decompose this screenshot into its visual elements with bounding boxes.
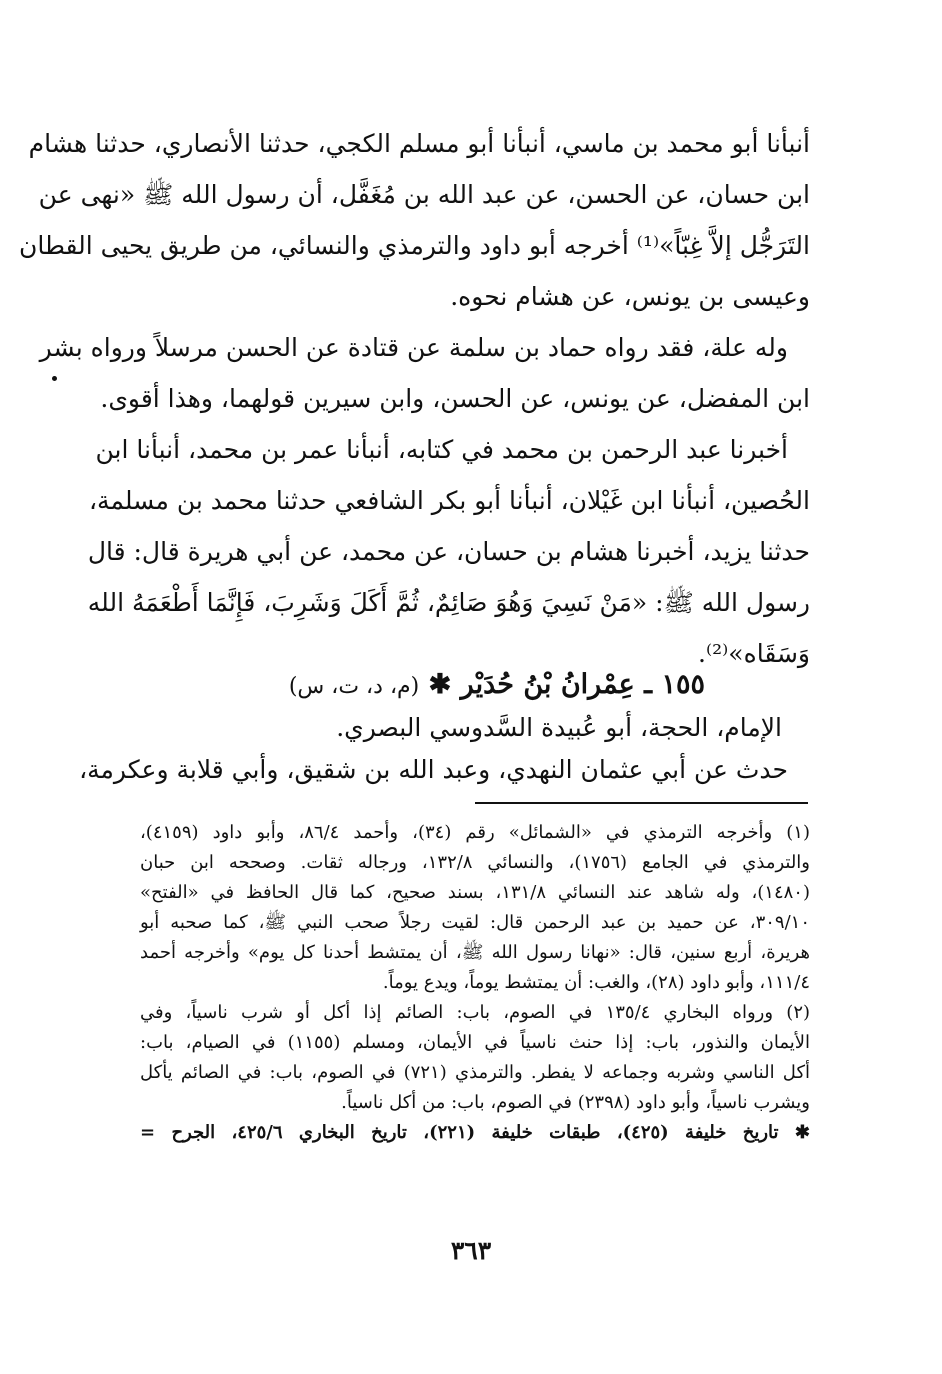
text-line: ابن حسان، عن الحسن، عن عبد الله بن مُغَفَّل، أن رسول الله ﷺ «نهى عن — [38, 180, 810, 209]
text-line: حدثنا يزيد، أخبرنا هشام بن حسان، عن محمد، عن أبي هريرة قال: قال — [87, 537, 810, 566]
biography-entry-heading — [140, 660, 810, 748]
main-text-block — [18, 118, 810, 679]
footnote-line: ✱ تاريخ خليفة (٤٢٥)، طبقات خليفة (٢٢١)، تاريخ البخاري ٤٢٥/٦، الجرح = — [140, 1122, 810, 1143]
text-line: أخبرنا عبد الرحمن بن محمد في كتابه، أنبأنا عمر بن محمد، أنبأنا ابن — [95, 435, 788, 464]
text-line: أنبأنا أبو محمد بن ماسي، أنبأنا أبو مسلم الكجي، حدثنا الأنصاري، حدثنا هشام — [28, 129, 810, 158]
footnote-line: ٣٠٩/١٠، عن حميد بن عبد الرحمن قال: لقيت رجلاً صحب النبي ﷺ، كما صحبه أبو — [140, 912, 810, 933]
text-line: التَرَجُّل إلاَّ غِبّاً»⁽¹⁾ أخرجه أبو داود والترمذي والنسائي، من طريق يحيى القطان — [18, 231, 810, 260]
footnote-line: أكل الناسي وشربه وجماعه لا يفطر. والترمذي (٧٢١) في الصوم، باب: في الصائم يأكل — [140, 1062, 811, 1083]
footnote-line: (٢) ورواه البخاري ١٣٥/٤ في الصوم، باب: الصائم إذا أكل أو شرب ناسياً، وفي — [140, 1002, 811, 1023]
text-line: ابن المفضل، عن يونس، عن الحسن، وابن سيرين قولهما، وهذا أقوى. — [100, 384, 810, 413]
footnote-line: (١) وأخرجه الترمذي في «الشمائل» رقم (٣٤)، وأحمد ٨٦/٤، وأبو داود (٤١٥٩)، — [140, 822, 810, 843]
footnote-line: ١١١/٤، وأبو داود (٢٨)، والغب: أن يمتشط يوماً، ويدع يوماً. — [382, 972, 810, 993]
text-line: وَسَقَاه»⁽²⁾. — [698, 639, 810, 668]
footnote-line: هريرة، أربع سنين، قال: «نهانا رسول الله ﷺ، أن يمتشط أحدنا كل يوم» وأخرجه أحمد — [140, 942, 810, 963]
page-number: ٣٦٣ — [450, 1236, 492, 1265]
entry-subtitle: الإمام، الحجة، أبو عُبيدة السَّدوسي البصري. — [336, 713, 782, 742]
footnotes-block — [140, 818, 810, 1148]
text-line: حدث عن أبي عثمان النهدي، وعبد الله بن شقيق، وأبي قلابة وعكرمة، — [79, 755, 788, 784]
text-line: وله علة، فقد رواه حماد بن سلمة عن قتادة عن الحسن مرسلاً ورواه بشر — [39, 333, 788, 362]
entry-name: ١٥٥ ـ عِمْرانُ بْنُ حُدَيْر ✱ — [428, 669, 705, 700]
footnote-line: والترمذي في الجامع (١٧٥٦)، والنسائي ١٣٢/٨، ورجاله ثقات. وصححه ابن حبان — [140, 852, 810, 873]
entry-sigla: (م، د، ت، س) — [288, 674, 420, 699]
entry-title — [140, 660, 810, 708]
text-line: وعيسى بن يونس، عن هشام نحوه. — [450, 282, 810, 311]
margin-mark — [52, 376, 57, 381]
text-line: الحُصين، أنبأنا ابن غَيْلان، أنبأنا أبو بكر الشافعي حدثنا محمد بن مسلمة، — [88, 486, 810, 515]
footnote-separator — [475, 802, 808, 804]
footnote-line: (١٤٨٠)، وله شاهد عند النسائي ١٣١/٨، بسند صحيح، كما قال الحافظ في «الفتح» — [140, 882, 810, 903]
footnote-line: الأيمان والنذور، باب: إذا حنث ناسياً في الأيمان، ومسلم (١١٥٥) في الصيام، باب: — [140, 1032, 810, 1053]
entry-body — [79, 744, 810, 795]
footnote-line: ويشرب ناسياً، وأبو داود (٢٣٩٨) في الصوم، باب: من أكل ناسياً. — [341, 1092, 810, 1113]
text-line: رسول الله ﷺ: «مَنْ نَسِيَ وَهُوَ صَائِمٌ، ثُمَّ أَكَلَ وَشَرِبَ، فَإِنَّمَا أَطْعَمَهُ الله — [87, 588, 810, 617]
